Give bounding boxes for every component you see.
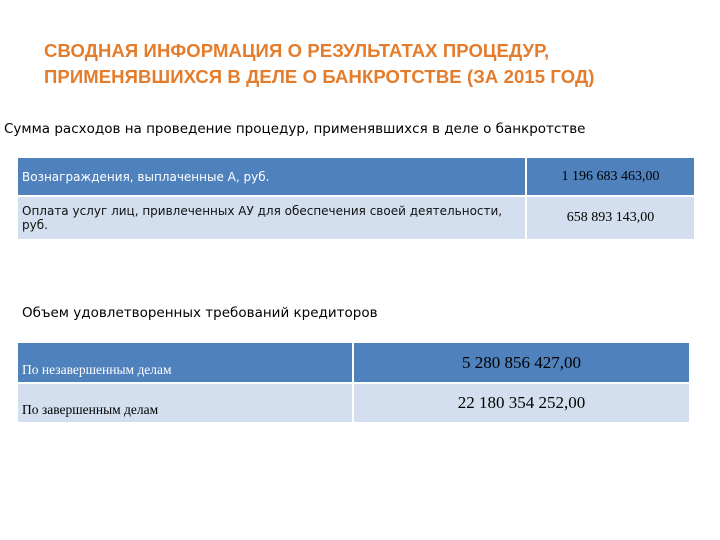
page-title-line-2: ПРИМЕНЯВШИХСЯ В ДЕЛЕ О БАНКРОТСТВЕ (ЗА 2015 ГОД): [44, 66, 595, 87]
page-title-line-1: СВОДНАЯ ИНФОРМАЦИЯ О РЕЗУЛЬТАТАХ ПРОЦЕДУР,: [44, 40, 550, 61]
claims-row-label: По незавершенным делам: [18, 343, 353, 383]
claims-table: [18, 343, 689, 424]
claims-heading: Объем удовлетворенных требований кредиторов: [22, 305, 378, 321]
table-row: [18, 158, 694, 196]
expenses-heading: Сумма расходов на проведение процедур, применявшихся в деле о банкротстве: [4, 121, 586, 137]
expenses-row-label: Оплата услуг лиц, привлеченных АУ для обеспечения своей деятельности, руб.: [18, 196, 526, 240]
table-row: [18, 196, 694, 240]
expenses-row-label: Вознаграждения, выплаченные А, руб.: [18, 158, 526, 196]
table-row: [18, 383, 689, 423]
table-row: [18, 343, 689, 383]
claims-row-value: 5 280 856 427,00: [353, 343, 689, 383]
expenses-row-value: 1 196 683 463,00: [526, 158, 694, 196]
expenses-table: [18, 158, 694, 241]
expenses-row-value: 658 893 143,00: [526, 196, 694, 240]
page-title: [44, 38, 684, 90]
claims-row-value: 22 180 354 252,00: [353, 383, 689, 423]
claims-row-label: По завершенным делам: [18, 383, 353, 423]
